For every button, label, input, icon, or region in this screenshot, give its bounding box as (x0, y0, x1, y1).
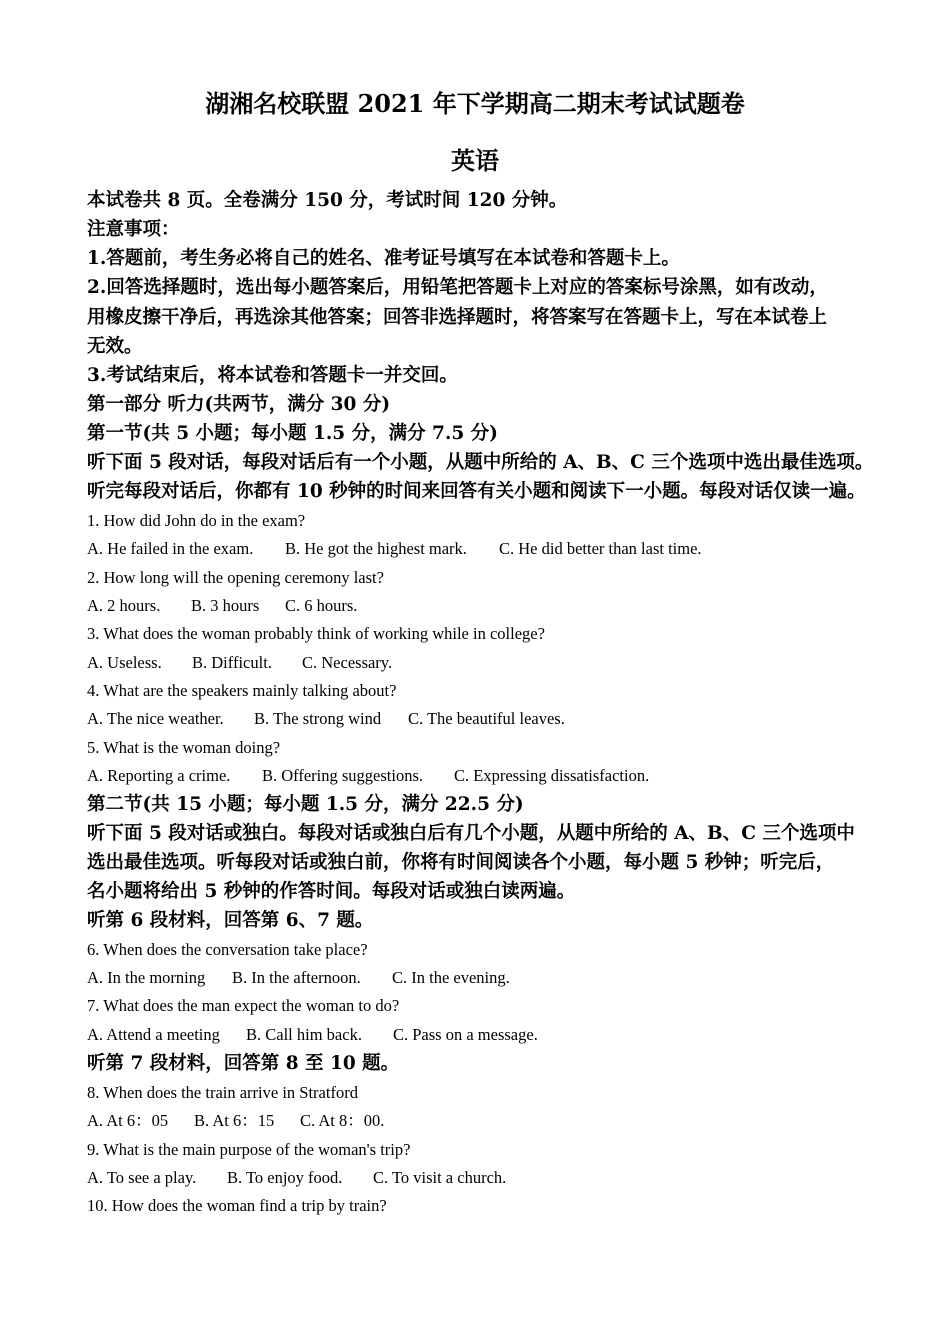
question-1-options (87, 538, 702, 560)
section2-instructions-line-1: 听下面 5 段对话或独白。每段对话或独白后有几个小题，从题中所给的 A、B、C 三个选项中 (87, 823, 855, 844)
question-6-options (87, 967, 510, 989)
option-a: A. He failed in the exam. (87, 539, 254, 558)
option-c: C. To visit a church. (373, 1168, 507, 1187)
option-c: C. 6 hours. (285, 596, 358, 615)
option-c: C. Necessary. (302, 653, 393, 672)
option-c: C. He did better than last time. (499, 539, 702, 558)
question-7: 7. What does the man expect the woman to do? (87, 996, 400, 1015)
question-4-options (87, 708, 565, 730)
option-b: B. He got the highest mark. (285, 539, 467, 558)
part1-heading: 第一部分 听力(共两节，满分 30 分) (87, 394, 391, 415)
option-a: A. Useless. (87, 653, 162, 672)
option-b: B. Difficult. (192, 653, 272, 672)
option-c: C. Expressing dissatisfaction. (454, 766, 650, 785)
question-7-options (87, 1024, 538, 1046)
question-5-options (87, 765, 649, 787)
option-b: B. The strong wind (254, 709, 382, 728)
question-6: 6. When does the conversation take place? (87, 940, 368, 959)
note-2-line-2: 用橡皮擦干净后，再选涂其他答案；回答非选择题时，将答案写在答题卡上，写在本试卷上 (87, 307, 828, 328)
section2-instructions-line-3: 名小题将给出 5 秒钟的作答时间。每段对话或独白读两遍。 (87, 881, 576, 902)
option-c: C. In the evening. (392, 968, 510, 987)
note-2-line-3: 无效。 (87, 336, 143, 357)
question-8: 8. When does the train arrive in Stratford (87, 1083, 358, 1102)
option-a: A. Reporting a crime. (87, 766, 231, 785)
notes-title: 注意事项： (87, 219, 180, 240)
question-3-options (87, 652, 392, 674)
question-4: 4. What are the speakers mainly talking about? (87, 681, 397, 700)
question-9: 9. What is the main purpose of the woman's trip? (87, 1140, 411, 1159)
question-2-options (87, 595, 357, 617)
question-9-options (87, 1167, 506, 1189)
option-b: B. 3 hours (191, 596, 260, 615)
option-a: A. 2 hours. (87, 596, 161, 615)
question-2: 2. How long will the opening ceremony last? (87, 568, 384, 587)
question-5: 5. What is the woman doing? (87, 738, 281, 757)
option-a: A. The nice weather. (87, 709, 224, 728)
question-3: 3. What does the woman probably think of working while in college? (87, 624, 545, 643)
option-a: A. To see a play. (87, 1168, 197, 1187)
option-b: B. At 6：15 (194, 1111, 275, 1130)
note-3: 3.考试结束后，将本试卷和答题卡一并交回。 (87, 365, 458, 386)
question-1: 1. How did John do in the exam? (87, 511, 306, 530)
material-6-heading: 听第 6 段材料，回答第 6、7 题。 (87, 910, 374, 931)
option-b: B. Call him back. (246, 1025, 362, 1044)
note-2-line-1: 2.回答选择题时，选出每小题答案后，用铅笔把答题卡上对应的答案标号涂黑，如有改动， (87, 277, 828, 298)
option-a: A. Attend a meeting (87, 1025, 220, 1044)
subject-title: 英语 (451, 146, 499, 175)
option-b: B. Offering suggestions. (262, 766, 424, 785)
section1-heading: 第一节(共 5 小题；每小题 1.5 分，满分 7.5 分) (87, 423, 498, 444)
option-c: C. The beautiful leaves. (408, 709, 565, 728)
section2-heading: 第二节(共 15 小题；每小题 1.5 分，满分 22.5 分) (87, 794, 524, 815)
section2-instructions-line-2: 选出最佳选项。听每段对话或独白前，你将有时间阅读各个小题，每小题 5 秒钟；听完后， (87, 852, 835, 873)
option-a: A. In the morning (87, 968, 206, 987)
section1-instructions-line-1: 听下面 5 段对话，每段对话后有一个小题，从题中所给的 A、B、C 三个选项中选出最佳选项。 (87, 452, 874, 473)
section1-instructions-line-2: 听完每段对话后，你都有 10 秒钟的时间来回答有关小题和阅读下一小题。每段对话仅读一遍。 (87, 481, 866, 502)
option-c: C. At 8：00. (300, 1111, 385, 1130)
option-a: A. At 6：05 (87, 1111, 169, 1130)
exam-info: 本试卷共 8 页。全卷满分 150 分，考试时间 120 分钟。 (87, 190, 568, 211)
option-b: B. In the afternoon. (232, 968, 361, 987)
option-b: B. To enjoy food. (227, 1168, 343, 1187)
exam-title: 湖湘名校联盟 2021 年下学期高二期末考试试题卷 (205, 89, 745, 118)
note-1: 1.答题前，考生务必将自己的姓名、准考证号填写在本试卷和答题卡上。 (87, 248, 680, 269)
material-7-heading: 听第 7 段材料，回答第 8 至 10 题。 (87, 1053, 400, 1074)
question-8-options (87, 1110, 384, 1132)
option-c: C. Pass on a message. (393, 1025, 538, 1044)
question-10: 10. How does the woman find a trip by train? (87, 1196, 387, 1215)
